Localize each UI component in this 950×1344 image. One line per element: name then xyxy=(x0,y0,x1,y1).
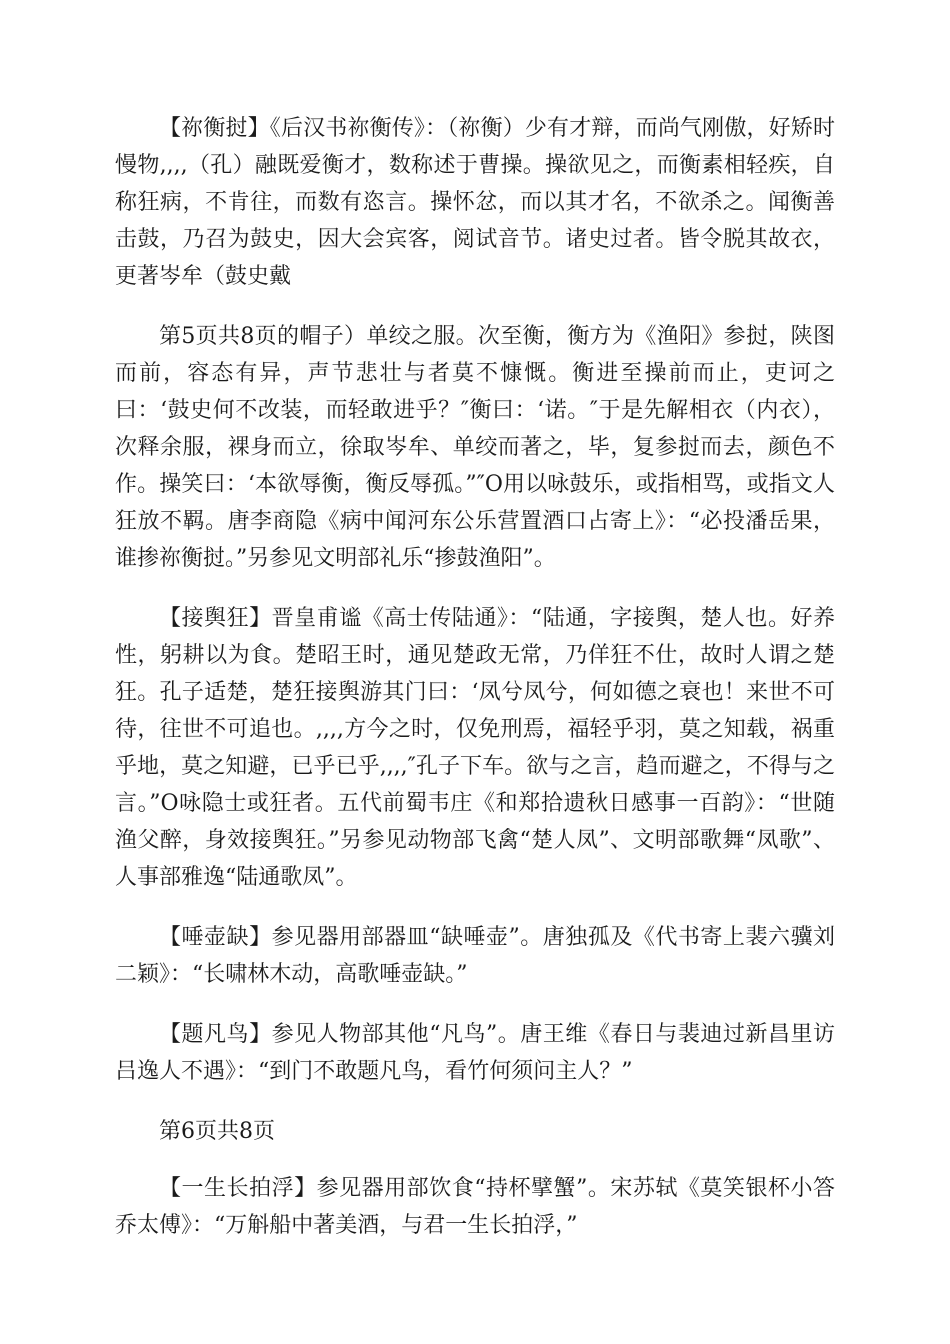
entry-mi-heng-zhua-continued: 第5页共8页的帽子）单绞之服。次至衡，衡方为《渔阳》参挝，陕图而前，容态有异，声节悲壮与者莫不慷慨。衡进至操前而止，吏诃之曰：‘鼓史何不改装，而轻敢进乎？″衡曰：‘诺。″于是先解相衣（内衣），次释余服，裸身而立，徐取岑牟、单绞而著之，毕，复参挝而去，颜色不作。操笑曰：‘本欲辱衡，衡反辱孤。”″O用以咏鼓乐，或指相骂，或指文人狂放不羁。唐李商隐《病中闻河东公乐营置酒口占寄上》：“必投潘岳果，谁掺祢衡挝。”另参见文明部礼乐“掺鼓渔阳”。 xyxy=(115,324,835,571)
entry-jie-yu-kuang: 【接舆狂】晋皇甫谧《高士传陆通》：“陆通，字接舆，楚人也。好养性，躬耕以为食。楚昭王时，通见楚政无常，乃佯狂不仕，故时人谓之楚狂。孔子适楚，楚狂接舆游其门曰：‘凤兮凤兮，何如德之衰也！来世不可待，往世不可追也。,,,,方今之时，仅免刑焉，福轻乎羽，莫之知载，祸重乎地，莫之知避，已乎已乎,,,,″孔子下车。欲与之言，趋而避之，不得与之言。”O咏隐士或狂者。五代前蜀韦庄《和郑拾遗秋日感事一百韵》：“世随渔父醉，身效接舆狂。”另参见动物部飞禽“楚人凤”、文明部歌舞“凤歌”、人事部雅逸“陆通歌凤”。 xyxy=(115,606,835,890)
entry-tuo-hu-que: 【唾壶缺】参见器用部器皿“缺唾壶”。唐独孤及《代书寄上裴六骥刘二颖》：“长啸林木动，高歌唾壶缺。” xyxy=(115,925,835,987)
page-footer-marker: 第6页共8页 xyxy=(159,1119,275,1144)
entry-ti-fan-niao: 【题凡鸟】参见人物部其他“凡鸟”。唐王维《春日与裴迪过新昌里访吕逸人不遇》：“到门不敢题凡鸟，看竹何须问主人？” xyxy=(115,1022,835,1084)
entry-mi-heng-zhua: 【祢衡挝】《后汉书祢衡传》：（祢衡）少有才辩，而尚气刚傲，好矫时慢物,,,,（孔）融既爱衡才，数称述于曹操。操欲见之，而衡素相轻疾，自称狂病，不肯往，而数有恣言。操怀忿，而以其才名，不欲杀之。闻衡善击鼓，乃召为鼓史，因大会宾客，阅试音节。诸史过者。皆令脱其故衣，更著岑牟（鼓史戴 xyxy=(115,116,835,289)
entry-yi-sheng-chang-pai-fu: 【一生长拍浮】参见器用部饮食“持杯擘蟹”。宋苏轼《莫笑银杯小答乔太傅》：“万斛船中著美酒，与君一生长拍浮，” xyxy=(115,1176,835,1238)
